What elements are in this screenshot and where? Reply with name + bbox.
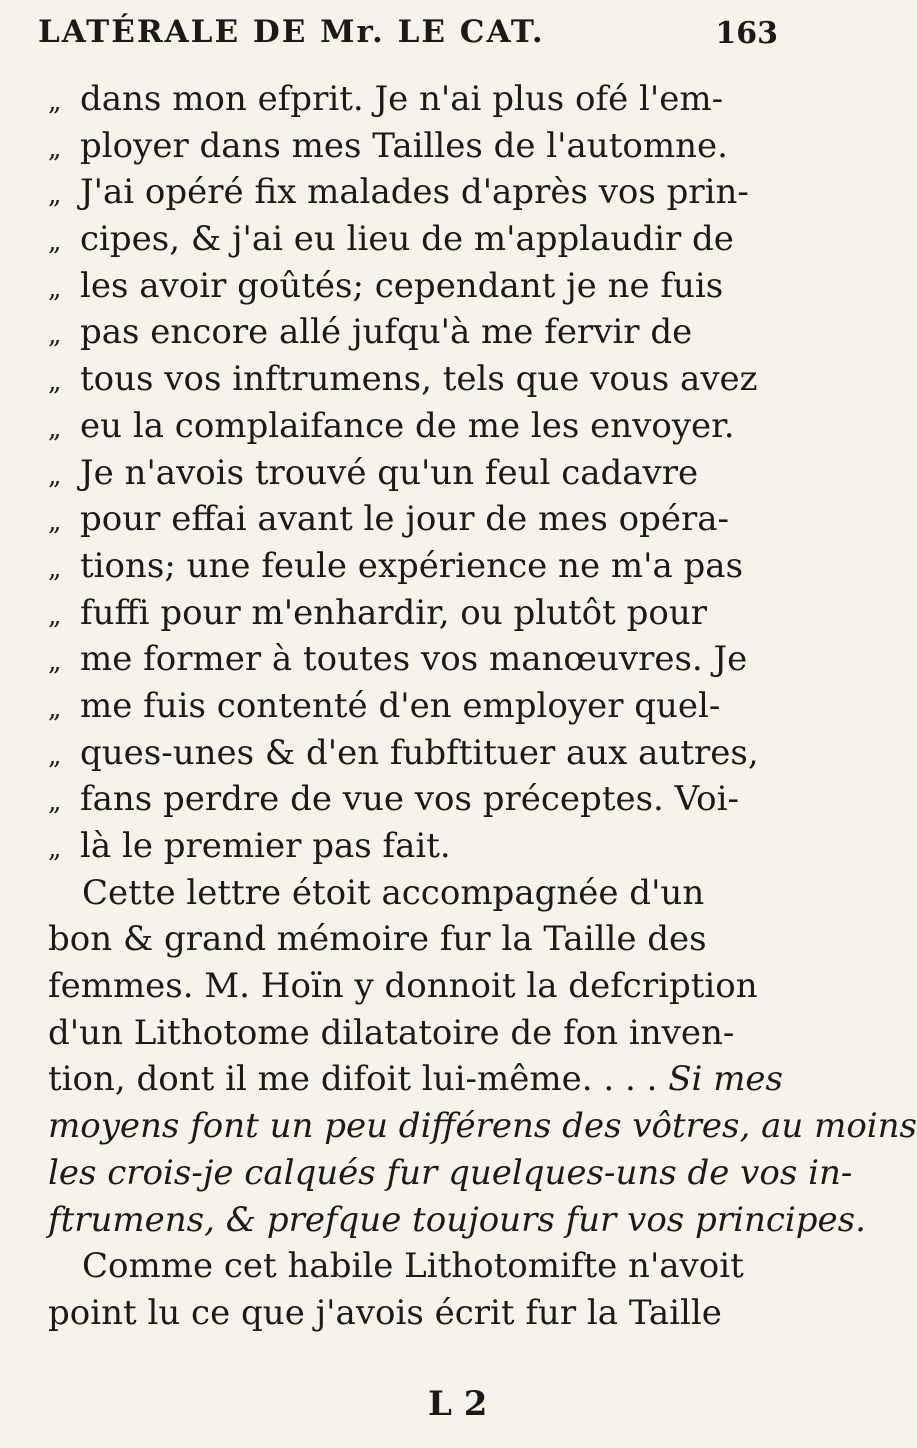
- text-line: les crois-je calqués fur quelques-uns de vos in-: [48, 1152, 853, 1193]
- italic-quote: Si mes: [668, 1059, 784, 1100]
- text-line: „ eu la complaifance de me les envoyer.: [48, 403, 758, 450]
- quote-mark: „: [48, 413, 62, 444]
- quote-mark: „: [48, 740, 62, 771]
- quote-mark: „: [48, 693, 62, 724]
- text-line: „ les avoir goûtés; cependant je ne fuis: [48, 263, 758, 310]
- quote-mark: „: [48, 367, 62, 398]
- signature-mark: L 2: [428, 1384, 488, 1424]
- text-line: „ me fuis contenté d'en employer quel-: [48, 683, 758, 730]
- quoted-letter: [48, 76, 758, 870]
- text-line: bon & grand mémoire fur la Taille des: [48, 919, 707, 960]
- text-line: „ tous vos inftrumens, tels que vous avez: [48, 356, 758, 403]
- paragraph: [48, 1243, 758, 1336]
- quote-mark: „: [48, 227, 62, 258]
- quote-mark: „: [48, 834, 62, 864]
- text-line: „ tions; une feule expérience ne m'a pas: [48, 543, 758, 590]
- paragraph: [48, 870, 917, 1244]
- text-line: „ Je n'avois trouvé qu'un feul cadavre: [48, 450, 758, 497]
- text-line: Comme cet habile Lithotomifte n'avoit: [82, 1246, 744, 1287]
- text-line: tion, dont il me difoit lui-même. . . . Si mes: [48, 1059, 784, 1100]
- quote-mark: „: [48, 180, 62, 211]
- running-head: LATÉRALE DE Mr. LE CAT.: [38, 14, 545, 50]
- text-line: ftrumens, & prefque toujours fur vos principes.: [48, 1199, 866, 1240]
- page-number: 163: [715, 16, 778, 51]
- text-line: moyens font un peu différens des vôtres, au moins: [48, 1106, 917, 1147]
- quote-mark: „: [48, 647, 62, 678]
- body-text: [48, 76, 917, 1337]
- text-line: „ dans mon efprit. Je n'ai plus ofé l'em-: [48, 76, 758, 123]
- quote-mark: „: [48, 553, 62, 584]
- quote-mark: „: [48, 133, 62, 164]
- text-line: „ ques-unes & d'en fubftituer aux autres,: [48, 730, 758, 777]
- quote-mark: „: [48, 87, 62, 117]
- text-line: „ me former à toutes vos manœuvres. Je: [48, 636, 758, 683]
- text-line: „ ployer dans mes Tailles de l'automne.: [48, 123, 758, 170]
- text-line: Cette lettre étoit accompagnée d'un: [82, 872, 705, 913]
- text-line: „ J'ai opéré fix malades d'après vos prin-: [48, 169, 758, 216]
- text-line: „ fans perdre de vue vos préceptes. Voi-: [48, 776, 758, 823]
- text-line: femmes. M. Hoïn y donnoit la defcription: [48, 966, 758, 1007]
- text-line: point lu ce que j'avois écrit fur la Taille: [48, 1292, 722, 1333]
- text-line: d'un Lithotome dilatatoire de fon inven-: [48, 1012, 735, 1053]
- quote-mark: „: [48, 320, 62, 351]
- quote-mark: „: [48, 600, 62, 631]
- quote-mark: „: [48, 787, 62, 818]
- text-line: „ pour effai avant le jour de mes opéra-: [48, 496, 758, 543]
- page-header: [38, 14, 778, 68]
- text-line: „ cipes, & j'ai eu lieu de m'applaudir de: [48, 216, 758, 263]
- quote-mark: „: [48, 507, 62, 538]
- quote-mark: „: [48, 460, 62, 491]
- text-line: „ fuffi pour m'enhardir, ou plutôt pour: [48, 590, 758, 637]
- text-line: „ pas encore allé jufqu'à me fervir de: [48, 309, 758, 356]
- text-line: „ là le premier pas fait.: [48, 823, 758, 870]
- quote-mark: „: [48, 273, 62, 304]
